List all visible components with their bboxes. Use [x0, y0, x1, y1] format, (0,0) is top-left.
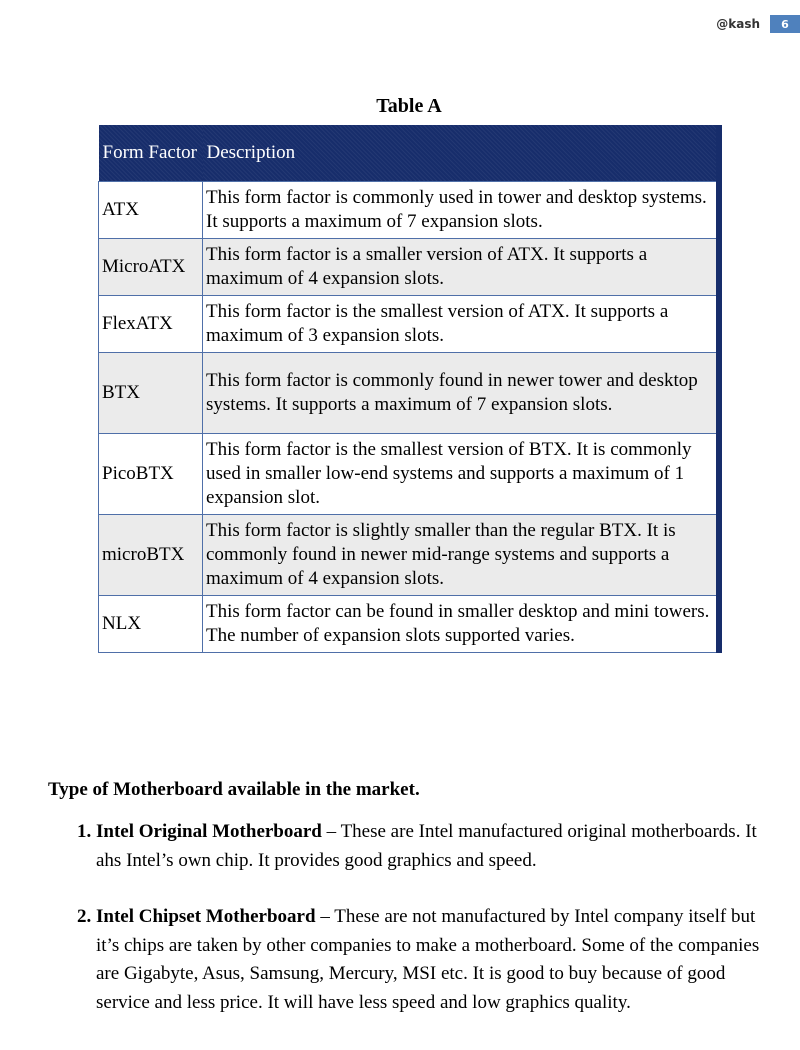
list-item-text: These are not manufactured by Intel company itself but it’s chips are taken by other companies to make a motherboard. Some of the companies are Gigabyte, Asus, Samsung, Mercury, MSI etc. It is good to buy because of good service and less price. It will have less speed and low graphics quality.	[96, 906, 760, 1013]
column-header-form-factor: Form Factor	[99, 125, 203, 182]
table-title: Table A	[376, 95, 442, 117]
list-item-separator: –	[321, 821, 341, 842]
table-row	[99, 182, 720, 239]
table-row	[99, 596, 720, 653]
page-number-badge: 6	[770, 15, 800, 33]
form-factor-description: This form factor is commonly found in newer tower and desktop systems. It supports a maximum of 7 expansion slots.	[203, 353, 720, 434]
motherboard-type-list	[0, 818, 776, 1045]
table-row	[99, 239, 720, 296]
form-factor-description: This form factor is the smallest version of BTX. It is commonly used in smaller low-end systems and supports a maximum of 1 expansion slot.	[203, 434, 720, 515]
list-item-title: Intel Original Motherboard	[96, 821, 322, 842]
form-factor-name: FlexATX	[99, 296, 203, 353]
list-item-text: These are Intel manufactured original motherboards. It ahs Intel’s own chip. It provides good graphics and speed.	[96, 821, 757, 871]
list-item	[96, 818, 776, 875]
table-row	[99, 515, 720, 596]
form-factor-name: ATX	[99, 182, 203, 239]
form-factor-name: NLX	[99, 596, 203, 653]
form-factor-description: This form factor can be found in smaller desktop and mini towers. The number of expansion slots supported varies.	[203, 596, 720, 653]
page-header	[716, 15, 800, 33]
table-row	[99, 434, 720, 515]
form-factor-description: This form factor is the smallest version of ATX. It supports a maximum of 3 expansion slots.	[203, 296, 720, 353]
column-header-description: Description	[203, 125, 720, 182]
form-factor-description: This form factor is slightly smaller than the regular BTX. It is commonly found in newer mid-range systems and supports a maximum of 4 expansion slots.	[203, 515, 720, 596]
section-title: Type of Motherboard available in the market.	[48, 779, 420, 800]
form-factor-name: microBTX	[99, 515, 203, 596]
author-handle: @kash	[716, 17, 760, 31]
form-factor-description: This form factor is a smaller version of ATX. It supports a maximum of 4 expansion slots.	[203, 239, 720, 296]
form-factor-name: PicoBTX	[99, 434, 203, 515]
form-factor-table	[98, 125, 722, 653]
table-row	[99, 296, 720, 353]
list-item-title: Intel Chipset Motherboard	[96, 906, 316, 927]
list-item	[96, 903, 776, 1017]
table-header-row	[99, 125, 720, 182]
form-factor-name: MicroATX	[99, 239, 203, 296]
form-factor-name: BTX	[99, 353, 203, 434]
table-row	[99, 353, 720, 434]
list-item-separator: –	[315, 906, 335, 927]
form-factor-description: This form factor is commonly used in tower and desktop systems. It supports a maximum of 7 expansion slots.	[203, 182, 720, 239]
